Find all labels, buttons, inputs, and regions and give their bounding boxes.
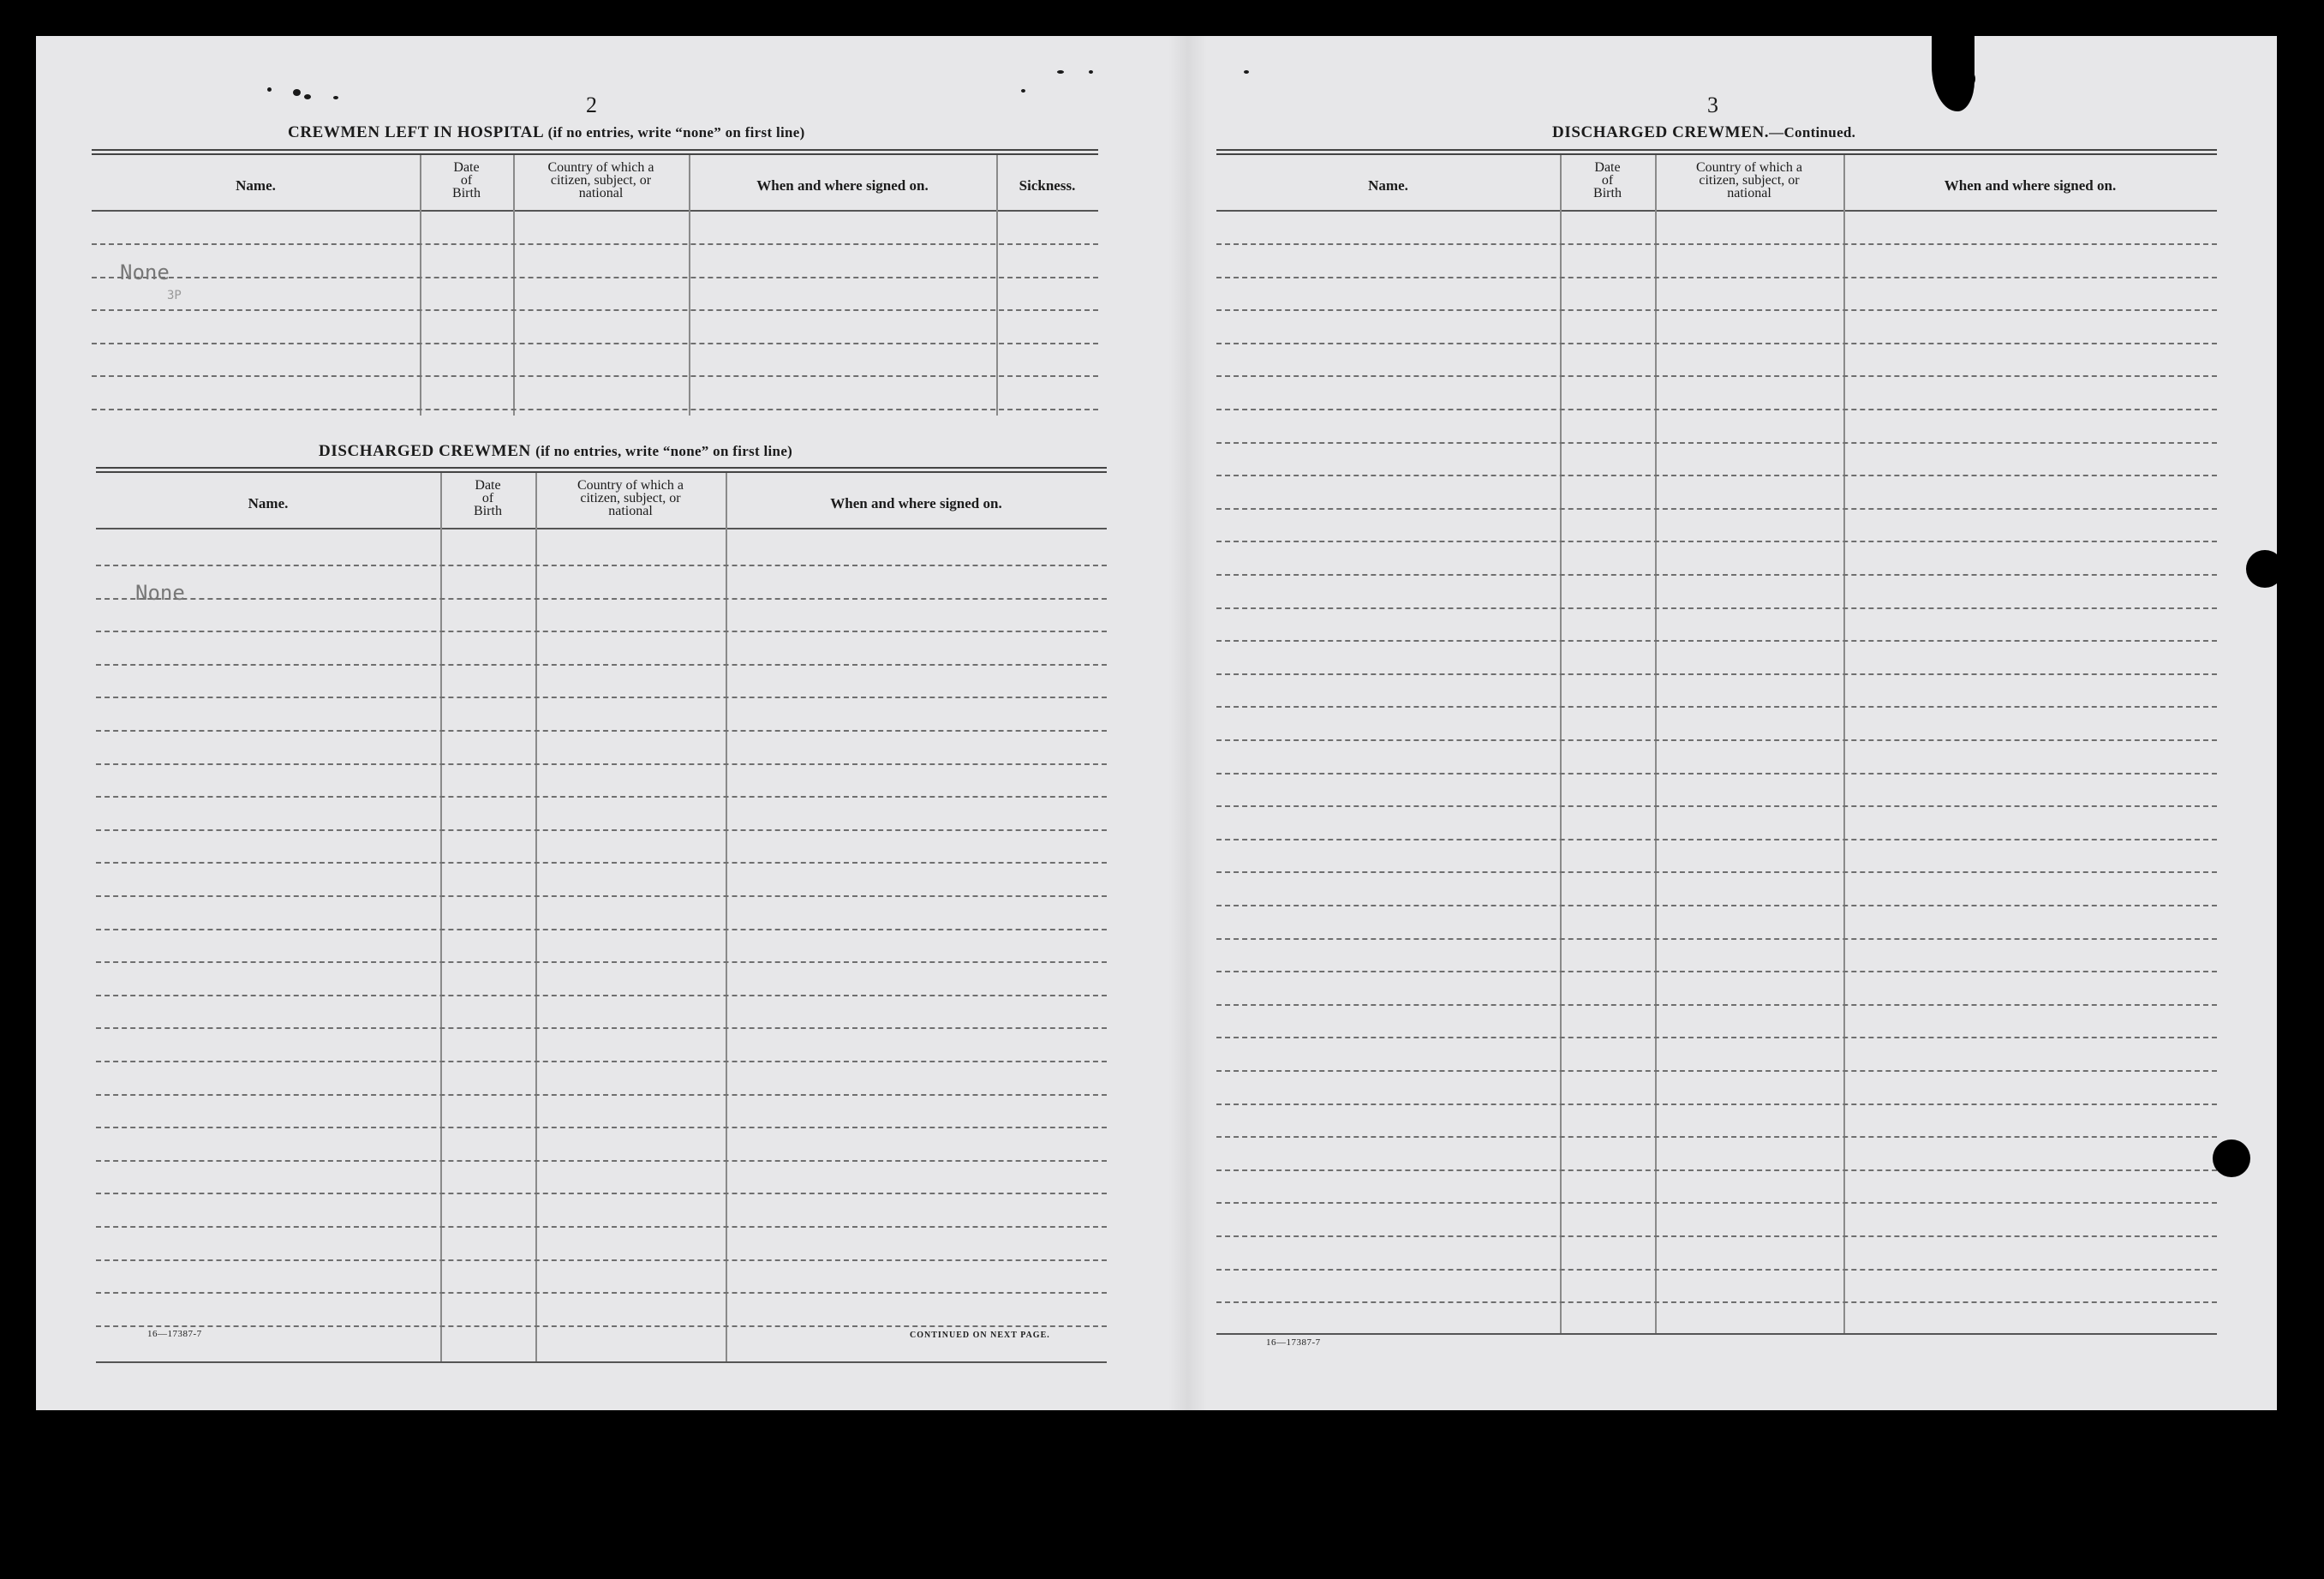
entry-line — [96, 697, 1107, 698]
ink-speck — [1244, 70, 1249, 74]
column-header-dob: Date of Birth — [1593, 160, 1622, 200]
entry-line — [1216, 1202, 2217, 1204]
ink-speck — [1057, 70, 1064, 74]
entry-line — [92, 409, 1098, 410]
ink-speck — [1021, 89, 1025, 93]
column-header-signed-on: When and where signed on. — [830, 495, 1002, 511]
entry-line — [96, 1193, 1107, 1194]
entry-line — [1216, 773, 2217, 775]
discharged-entry-rows — [96, 467, 1107, 1367]
entry-line — [1216, 1037, 2217, 1038]
entry-line — [96, 730, 1107, 732]
left-page-number: 2 — [586, 93, 597, 117]
entry-line — [96, 631, 1107, 632]
discharged-continued-entry-rows — [1216, 149, 2217, 1374]
entry-line — [1216, 541, 2217, 542]
entry-line — [1216, 343, 2217, 344]
entry-line — [1216, 640, 2217, 642]
document-sheet — [36, 36, 2277, 1410]
entry-line — [92, 375, 1098, 377]
ink-speck — [293, 89, 301, 96]
hospital-entry-rows — [92, 149, 1098, 456]
right-page-number: 3 — [1707, 93, 1718, 117]
entry-line — [1216, 277, 2217, 278]
right-form-number: 16—17387-7 — [1266, 1337, 1321, 1348]
entry-line — [1216, 508, 2217, 510]
entry-line — [1216, 905, 2217, 906]
hospital-entry-mark: 3P — [167, 289, 182, 302]
entry-line — [1216, 309, 2217, 311]
entry-line — [1216, 839, 2217, 840]
ink-speck — [267, 87, 272, 92]
entry-line — [1216, 805, 2217, 807]
entry-line — [96, 929, 1107, 930]
entry-line — [1216, 871, 2217, 873]
entry-line — [96, 1325, 1107, 1327]
ink-speck — [304, 94, 311, 99]
discharged-table-left — [96, 467, 1107, 1367]
entry-line — [1216, 243, 2217, 245]
entry-line — [96, 1259, 1107, 1261]
page-fold — [1168, 36, 1207, 1410]
punch-hole — [2213, 1139, 2250, 1177]
entry-line — [96, 796, 1107, 798]
column-header-country: Country of which a citizen, subject, or national — [1696, 160, 1802, 200]
entry-line — [96, 1160, 1107, 1162]
column-header-name: Name. — [236, 177, 276, 194]
entry-line — [96, 961, 1107, 963]
discharged-section-title: DISCHARGED CREWMEN (if no entries, write “none” on first line) — [319, 442, 793, 460]
entry-line — [96, 1292, 1107, 1294]
entry-line — [1216, 1004, 2217, 1006]
entry-line — [96, 598, 1107, 600]
entry-line — [96, 895, 1107, 897]
column-header-country: Country of which a citizen, subject, or national — [577, 478, 684, 518]
discharged-entry-none: None — [135, 581, 185, 605]
column-header-dob: Date of Birth — [474, 478, 502, 518]
entry-line — [96, 862, 1107, 864]
entry-line — [1216, 673, 2217, 675]
ink-blot — [1960, 70, 1975, 87]
entry-line — [1216, 1169, 2217, 1171]
entry-line — [96, 664, 1107, 666]
entry-line — [1216, 475, 2217, 476]
continued-note: CONTINUED ON NEXT PAGE. — [910, 1331, 1050, 1340]
entry-line — [1216, 706, 2217, 708]
entry-line — [96, 829, 1107, 831]
entry-line — [96, 995, 1107, 996]
entry-line — [1216, 1235, 2217, 1237]
column-header-country: Country of which a citizen, subject, or national — [547, 160, 654, 200]
entry-line — [96, 1094, 1107, 1096]
entry-line — [96, 1027, 1107, 1029]
left-form-number: 16—17387-7 — [147, 1329, 202, 1339]
entry-line — [1216, 442, 2217, 444]
entry-line — [1216, 1136, 2217, 1138]
punch-hole — [2246, 550, 2284, 588]
entry-line — [92, 243, 1098, 245]
entry-line — [1216, 1070, 2217, 1072]
column-header-signed-on: When and where signed on. — [756, 177, 929, 194]
hospital-section-title: CREWMEN LEFT IN HOSPITAL (if no entries, write “none” on first line) — [288, 123, 805, 141]
entry-line — [92, 309, 1098, 311]
entry-line — [1216, 1269, 2217, 1271]
entry-line — [92, 277, 1098, 278]
entry-line — [1216, 1104, 2217, 1105]
column-header-signed-on: When and where signed on. — [1944, 177, 2117, 194]
column-header-name: Name. — [248, 495, 289, 511]
discharged-table-right — [1216, 149, 2217, 1374]
entry-line — [96, 763, 1107, 765]
entry-line — [1216, 409, 2217, 410]
entry-line — [1216, 375, 2217, 377]
entry-line — [92, 343, 1098, 344]
hospital-entry-none: None — [120, 260, 170, 284]
entry-line — [96, 1226, 1107, 1228]
entry-line — [1216, 1301, 2217, 1303]
column-header-name: Name. — [1368, 177, 1408, 194]
hospital-table — [92, 149, 1098, 456]
entry-line — [96, 1127, 1107, 1128]
discharged-continued-title: DISCHARGED CREWMEN.—Continued. — [1552, 123, 1856, 141]
ink-speck — [1089, 70, 1093, 74]
ink-speck — [333, 96, 338, 99]
entry-line — [96, 1061, 1107, 1062]
entry-line — [1216, 574, 2217, 576]
entry-line — [1216, 739, 2217, 741]
entry-line — [1216, 938, 2217, 940]
entry-line — [96, 565, 1107, 566]
entry-line — [1216, 607, 2217, 609]
column-header-dob: Date of Birth — [452, 160, 481, 200]
column-header-sickness: Sickness. — [1019, 177, 1076, 194]
entry-line — [1216, 971, 2217, 972]
